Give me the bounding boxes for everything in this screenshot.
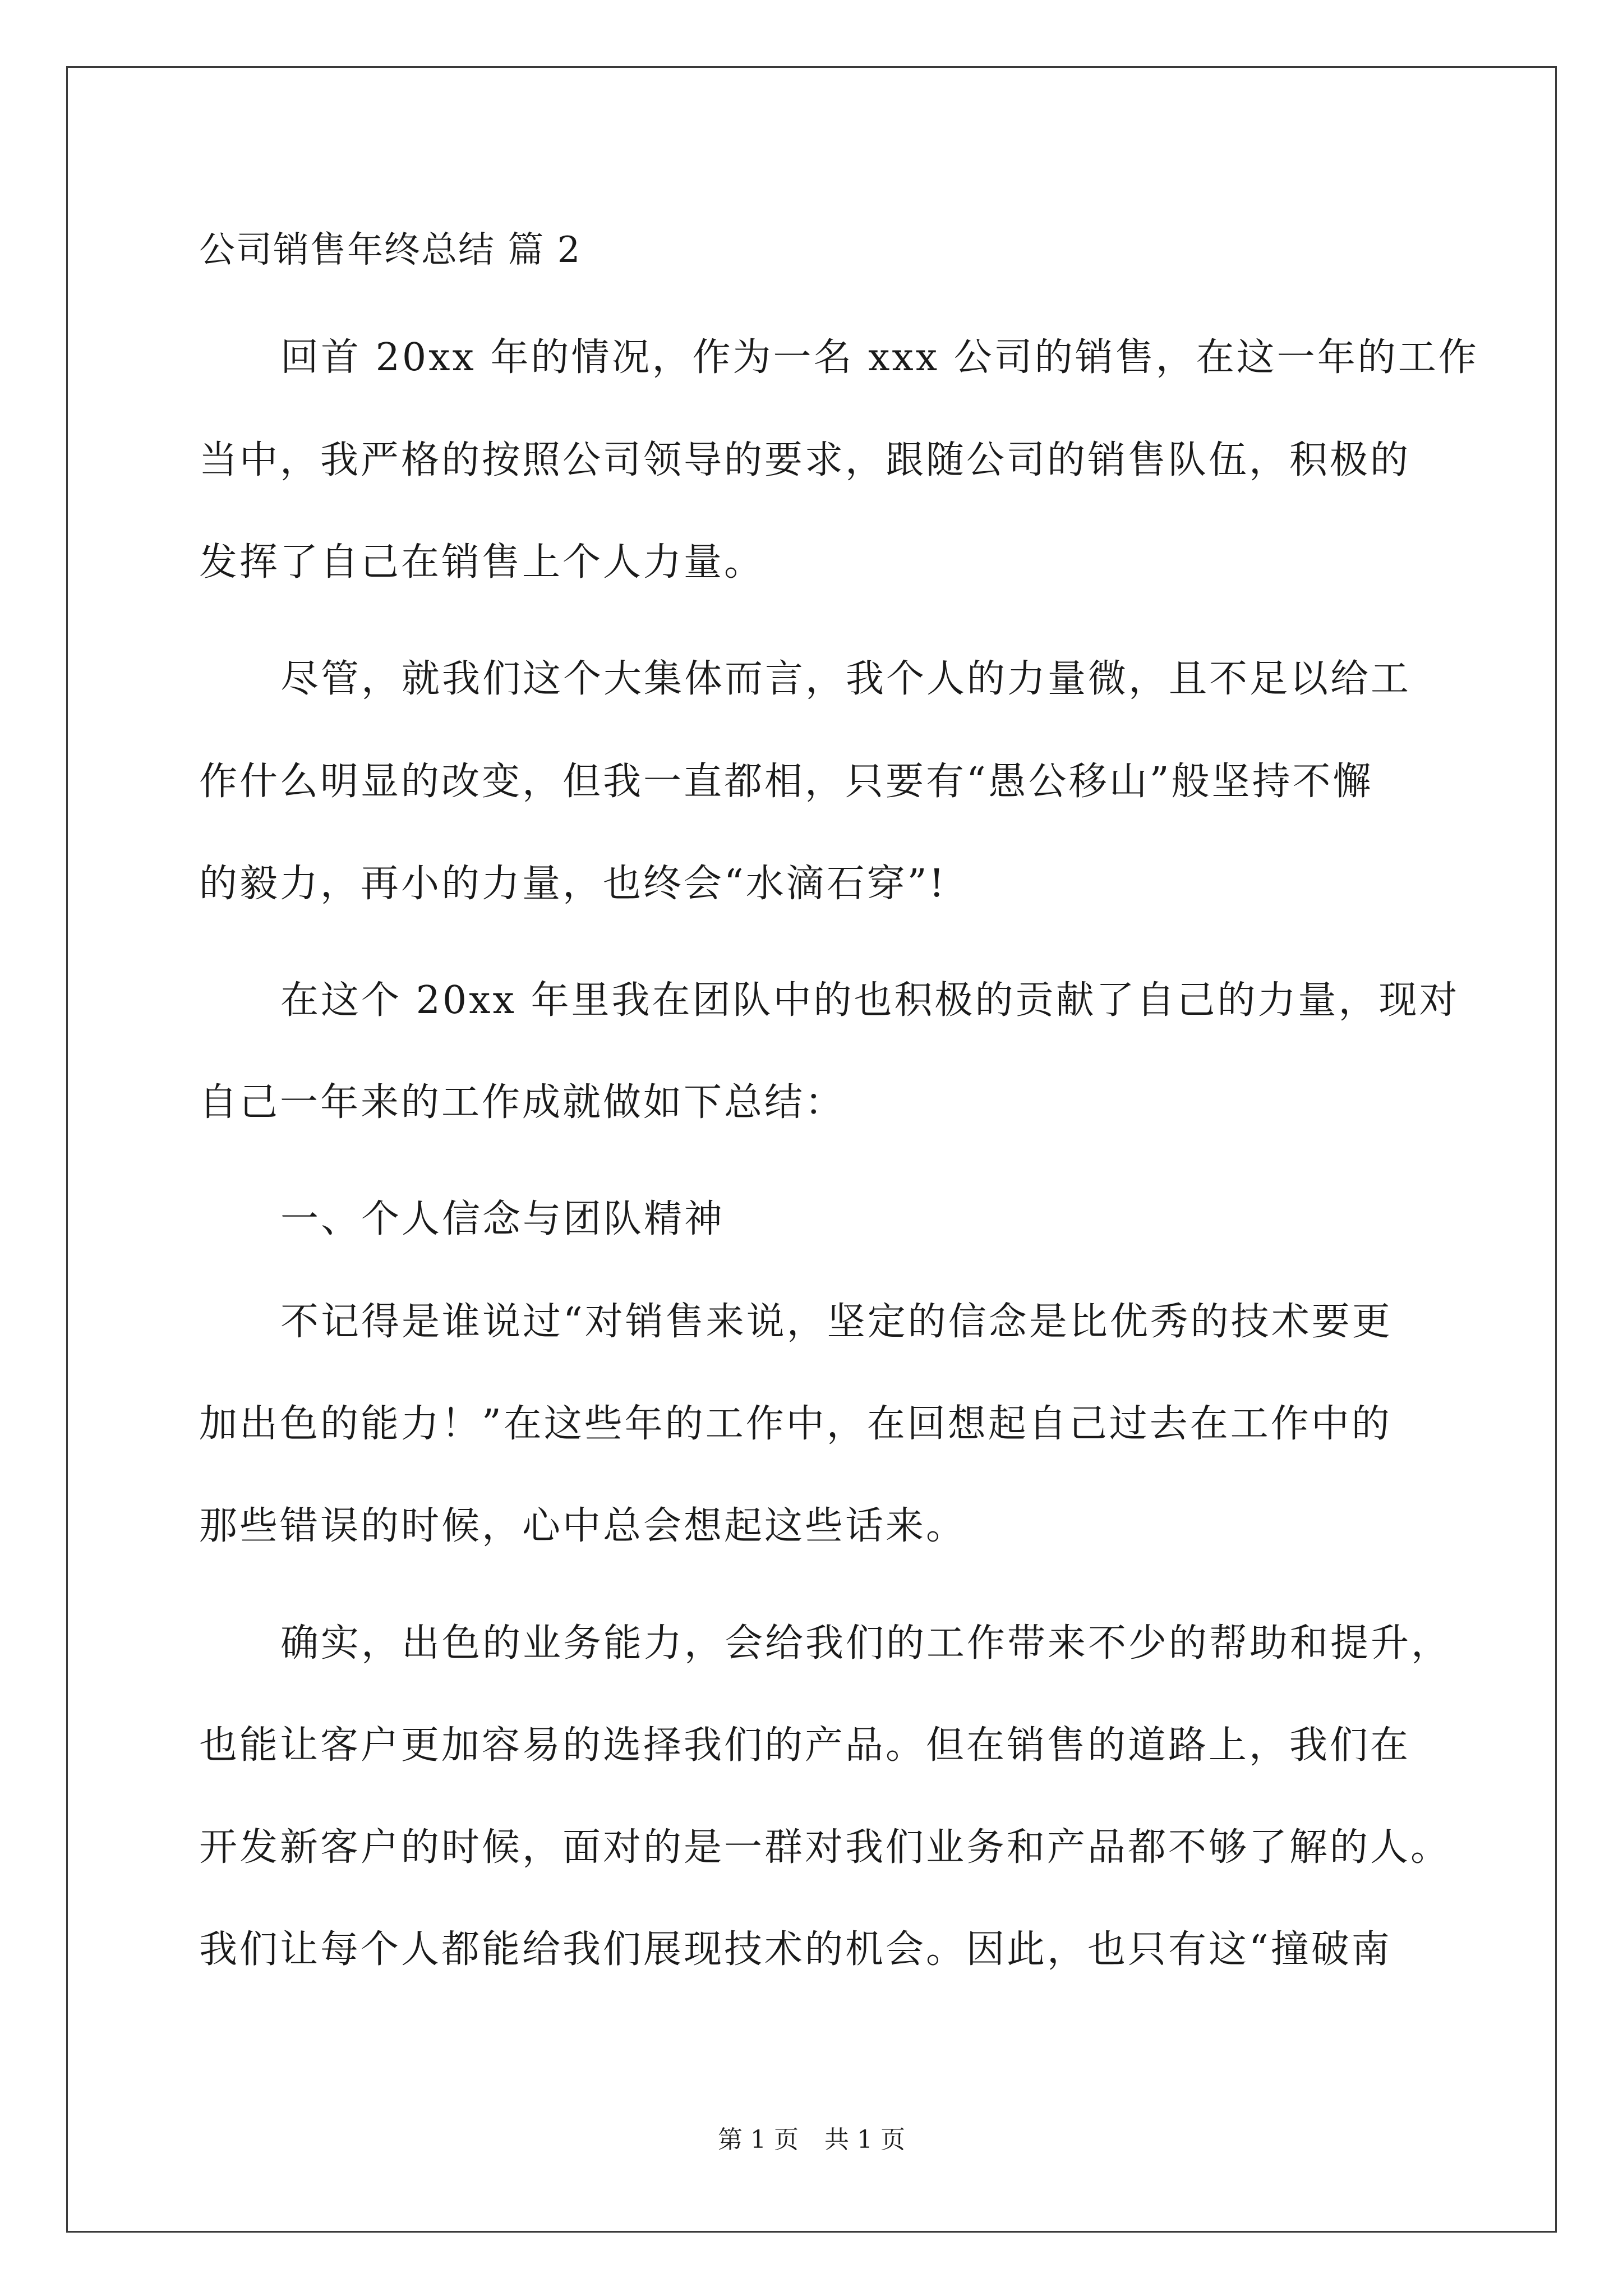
paragraph-line: 当中，我严格的按照公司领导的要求，跟随公司的销售队伍，积极的 (199, 438, 1411, 482)
paragraph-line: 我们让每个人都能给我们展现技术的机会。因此，也只有这“撞破南 (199, 1927, 1392, 1972)
page-footer (0, 2123, 1623, 2157)
paragraph-line: 不记得是谁说过“对销售来说，坚定的信念是比优秀的技术要更 (280, 1300, 1393, 1344)
paragraph-line: 自己一年来的工作成就做如下总结： (199, 1080, 846, 1125)
paragraph-line: 的毅力，再小的力量，也终会“水滴石穿”! (199, 862, 947, 906)
paragraph-line: 回首 20xx 年的情况，作为一名 xxx 公司的销售，在这一年的工作 (280, 335, 1479, 380)
paragraph-line: 在这个 20xx 年里我在团队中的也积极的贡献了自己的力量，现对 (280, 978, 1460, 1023)
paragraph-line: 作什么明显的改变，但我一直都相，只要有“愚公移山”般坚持不懈 (199, 760, 1373, 804)
paragraph-line: 加出色的能力！”在这些年的工作中，在回想起自己过去在工作中的 (199, 1402, 1392, 1446)
page-number: 第 1 页 (718, 2125, 799, 2154)
section-heading: 一、个人信念与团队精神 (280, 1197, 725, 1241)
paragraph-line: 确实，出色的业务能力，会给我们的工作带来不少的帮助和提升， (280, 1621, 1452, 1665)
paragraph-line: 也能让客户更加容易的选择我们的产品。但在销售的道路上，我们在 (199, 1723, 1411, 1768)
paragraph-line: 尽管，就我们这个大集体而言，我个人的力量微，且不足以给工 (280, 657, 1412, 701)
page-border (66, 66, 1557, 2233)
paragraph-line: 发挥了自己在销售上个人力量。 (199, 540, 765, 585)
paragraph-line: 开发新客户的时候，面对的是一群对我们业务和产品都不够了解的人。 (199, 1825, 1451, 1870)
document-title: 公司销售年终总结 篇 2 (199, 229, 582, 271)
paragraph-line: 那些错误的时候，心中总会想起这些话来。 (199, 1504, 967, 1548)
page-total: 共 1 页 (824, 2125, 905, 2154)
